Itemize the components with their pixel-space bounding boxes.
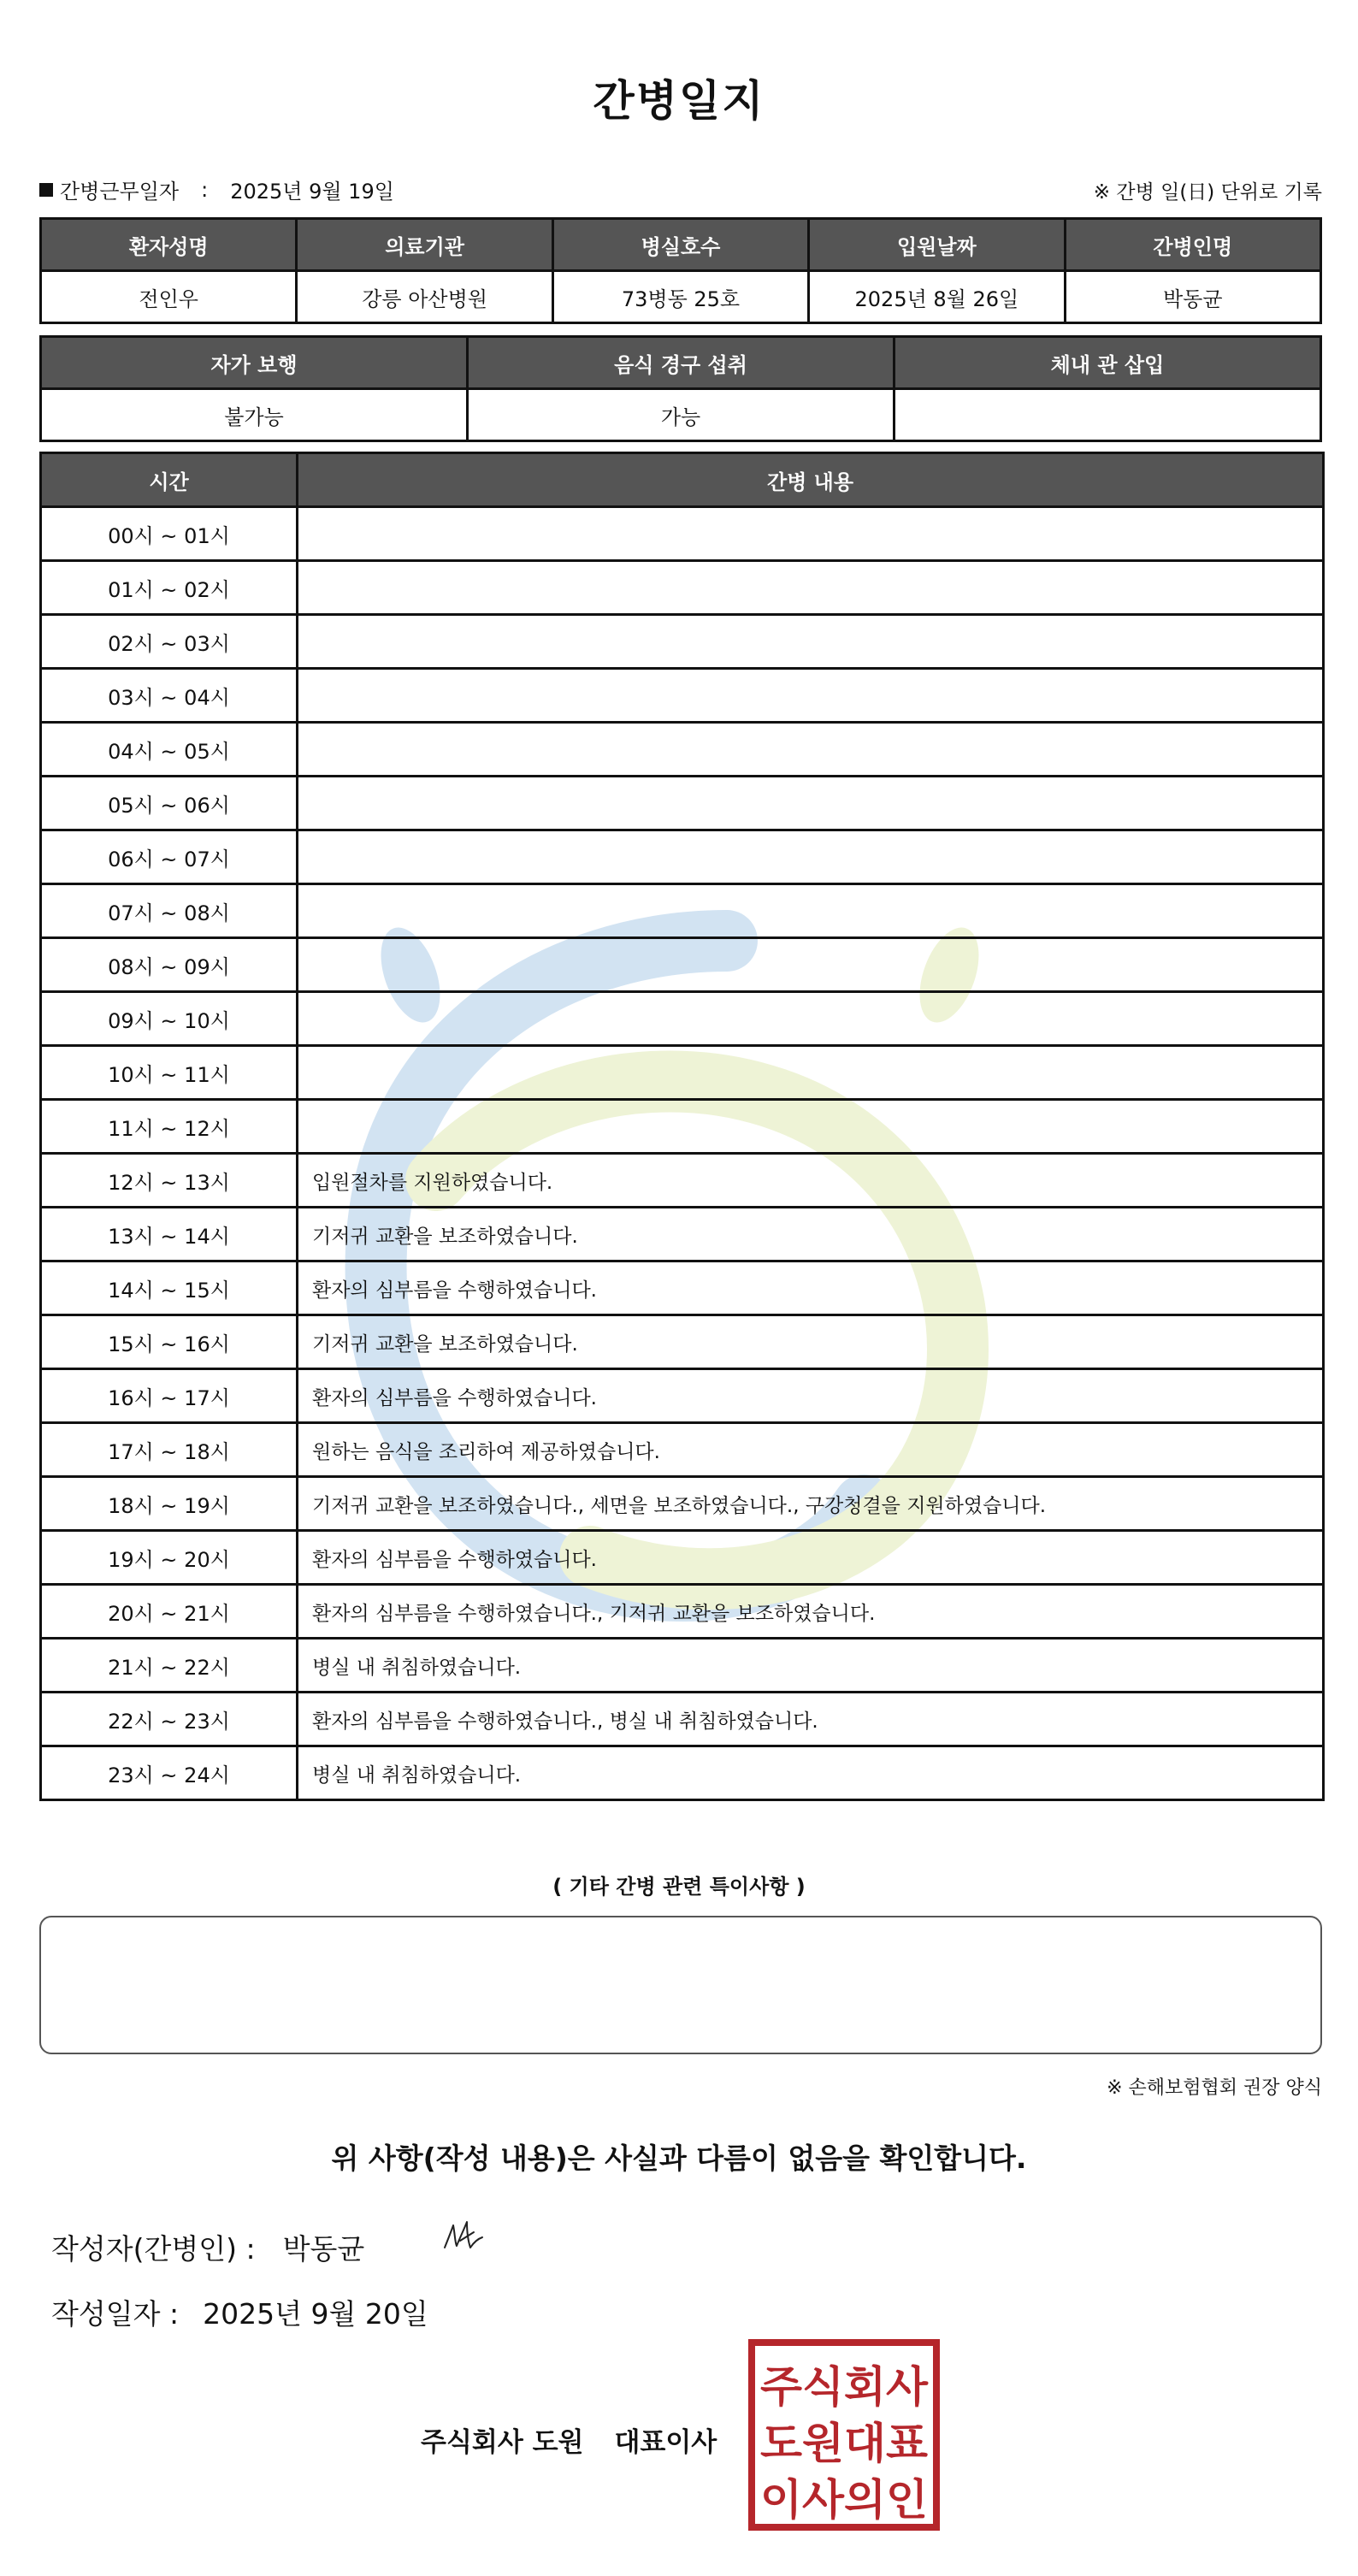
log-time: 02시 ~ 03시 <box>41 615 298 669</box>
signature-icon <box>440 2213 491 2260</box>
log-time: 04시 ~ 05시 <box>41 723 298 777</box>
log-content <box>298 507 1324 561</box>
log-row <box>41 507 1324 561</box>
log-row <box>41 561 1324 615</box>
log-row <box>41 1261 1324 1315</box>
log-time: 22시 ~ 23시 <box>41 1693 298 1746</box>
special-notes-title: ( 기타 간병 관련 특이사항 ) <box>552 1875 806 1899</box>
log-header-row <box>41 453 1324 507</box>
log-row <box>41 615 1324 669</box>
log-time: 21시 ~ 22시 <box>41 1639 298 1693</box>
log-row <box>41 1046 1324 1100</box>
page-title: 간병일지 <box>593 76 765 126</box>
caregiver-name: 박동균 <box>1065 271 1320 323</box>
log-time: 09시 ~ 10시 <box>41 992 298 1046</box>
log-row <box>41 1693 1324 1746</box>
special-notes-box <box>39 1916 1322 2054</box>
header-patient-name: 환자성명 <box>41 219 297 271</box>
log-content <box>298 561 1324 615</box>
log-row <box>41 830 1324 884</box>
log-content <box>298 1100 1324 1154</box>
log-content <box>298 615 1324 669</box>
log-row <box>41 777 1324 830</box>
company-seal-icon <box>747 2338 941 2532</box>
form-note: ※ 손해보험협회 권장 양식 <box>1107 2077 1322 2099</box>
log-row <box>41 1100 1324 1154</box>
work-date-colon: : <box>201 177 209 202</box>
log-row <box>41 669 1324 723</box>
work-date-value: 2025년 9월 19일 <box>230 180 394 204</box>
log-time: 18시 ~ 19시 <box>41 1477 298 1531</box>
header-walking: 자가 보행 <box>41 337 468 389</box>
log-time: 00시 ~ 01시 <box>41 507 298 561</box>
log-row <box>41 938 1324 992</box>
log-content <box>298 992 1324 1046</box>
log-body <box>41 507 1324 1800</box>
company-title: 대표이사 <box>614 2427 717 2458</box>
seal-text-line: 주식회사 <box>760 2362 929 2412</box>
oral-intake-status: 가능 <box>468 389 895 441</box>
log-time: 17시 ~ 18시 <box>41 1423 298 1477</box>
log-content: 병실 내 취침하였습니다. <box>298 1746 1324 1800</box>
patient-info-table <box>39 217 1322 324</box>
log-content <box>298 723 1324 777</box>
log-row <box>41 1154 1324 1208</box>
log-content <box>298 938 1324 992</box>
care-log-table <box>39 452 1325 1801</box>
log-row <box>41 1639 1324 1693</box>
log-row <box>41 1315 1324 1369</box>
log-time: 06시 ~ 07시 <box>41 830 298 884</box>
log-content: 기저귀 교환을 보조하였습니다., 세면을 보조하였습니다., 구강청결을 지원하였습니다. <box>298 1477 1324 1531</box>
patient-status-table <box>39 335 1322 442</box>
tube-insertion-status <box>895 389 1321 441</box>
log-row <box>41 1477 1324 1531</box>
log-row <box>41 1369 1324 1423</box>
written-date-line <box>51 2292 428 2332</box>
info-header-row <box>41 219 1321 271</box>
author-line <box>51 2227 364 2267</box>
log-row <box>41 1208 1324 1261</box>
log-row <box>41 884 1324 938</box>
company-line <box>421 2420 717 2459</box>
log-content: 환자의 심부름을 수행하였습니다., 병실 내 취침하였습니다. <box>298 1693 1324 1746</box>
log-content <box>298 884 1324 938</box>
log-content: 환자의 심부름을 수행하였습니다. <box>298 1261 1324 1315</box>
admission-date: 2025년 8월 26일 <box>809 271 1065 323</box>
company-name: 주식회사 도원 <box>421 2427 584 2458</box>
log-time: 15시 ~ 16시 <box>41 1315 298 1369</box>
author-label: 작성자(간병인) : <box>51 2232 256 2266</box>
written-date-label: 작성일자 : <box>51 2297 180 2331</box>
log-content: 병실 내 취침하였습니다. <box>298 1639 1324 1693</box>
log-time: 01시 ~ 02시 <box>41 561 298 615</box>
seal-text-line: 도원대표 <box>760 2419 929 2468</box>
room-number: 73병동 25호 <box>552 271 808 323</box>
log-time: 13시 ~ 14시 <box>41 1208 298 1261</box>
log-content: 기저귀 교환을 보조하였습니다. <box>298 1208 1324 1261</box>
log-row <box>41 1531 1324 1585</box>
header-admission-date: 입원날짜 <box>809 219 1065 271</box>
header-caregiver: 간병인명 <box>1065 219 1320 271</box>
log-content: 입원절차를 지원하였습니다. <box>298 1154 1324 1208</box>
log-row <box>41 723 1324 777</box>
log-content <box>298 830 1324 884</box>
header-care-content: 간병 내용 <box>298 453 1324 507</box>
log-time: 20시 ~ 21시 <box>41 1585 298 1639</box>
log-row <box>41 1746 1324 1800</box>
log-time: 07시 ~ 08시 <box>41 884 298 938</box>
author-name: 박동균 <box>282 2232 365 2266</box>
patient-name: 전인우 <box>41 271 297 323</box>
header-room: 병실호수 <box>552 219 808 271</box>
log-row <box>41 1423 1324 1477</box>
log-content: 기저귀 교환을 보조하였습니다. <box>298 1315 1324 1369</box>
work-date-label: 간병근무일자 <box>60 180 180 204</box>
status-value-row <box>41 389 1321 441</box>
log-time: 05시 ~ 06시 <box>41 777 298 830</box>
hospital-name: 강릉 아산병원 <box>297 271 552 323</box>
log-time: 23시 ~ 24시 <box>41 1746 298 1800</box>
log-content <box>298 1046 1324 1100</box>
log-content: 환자의 심부름을 수행하였습니다. <box>298 1531 1324 1585</box>
log-time: 08시 ~ 09시 <box>41 938 298 992</box>
log-time: 14시 ~ 15시 <box>41 1261 298 1315</box>
bullet-square-icon <box>39 183 53 197</box>
unit-note: ※ 간병 일(日) 단위로 기록 <box>1093 181 1322 204</box>
log-row <box>41 992 1324 1046</box>
log-content <box>298 777 1324 830</box>
seal-text-line: 이사의인 <box>760 2475 928 2525</box>
info-value-row <box>41 271 1321 323</box>
log-time: 19시 ~ 20시 <box>41 1531 298 1585</box>
confirmation-statement: 위 사항(작성 내용)은 사실과 다름이 없음을 확인합니다. <box>331 2142 1027 2175</box>
header-oral-intake: 음식 경구 섭취 <box>468 337 895 389</box>
header-time: 시간 <box>41 453 298 507</box>
log-content: 원하는 음식을 조리하여 제공하였습니다. <box>298 1423 1324 1477</box>
walking-status: 불가능 <box>41 389 468 441</box>
log-row <box>41 1585 1324 1639</box>
header-tube-insertion: 체내 관 삽입 <box>895 337 1321 389</box>
written-date-value: 2025년 9월 20일 <box>203 2297 428 2331</box>
log-time: 10시 ~ 11시 <box>41 1046 298 1100</box>
log-time: 16시 ~ 17시 <box>41 1369 298 1423</box>
header-hospital: 의료기관 <box>297 219 552 271</box>
log-content: 환자의 심부름을 수행하였습니다., 기저귀 교환을 보조하였습니다. <box>298 1585 1324 1639</box>
log-time: 12시 ~ 13시 <box>41 1154 298 1208</box>
log-time: 03시 ~ 04시 <box>41 669 298 723</box>
work-date <box>39 174 394 204</box>
status-header-row <box>41 337 1321 389</box>
log-content <box>298 669 1324 723</box>
log-time: 11시 ~ 12시 <box>41 1100 298 1154</box>
log-content: 환자의 심부름을 수행하였습니다. <box>298 1369 1324 1423</box>
